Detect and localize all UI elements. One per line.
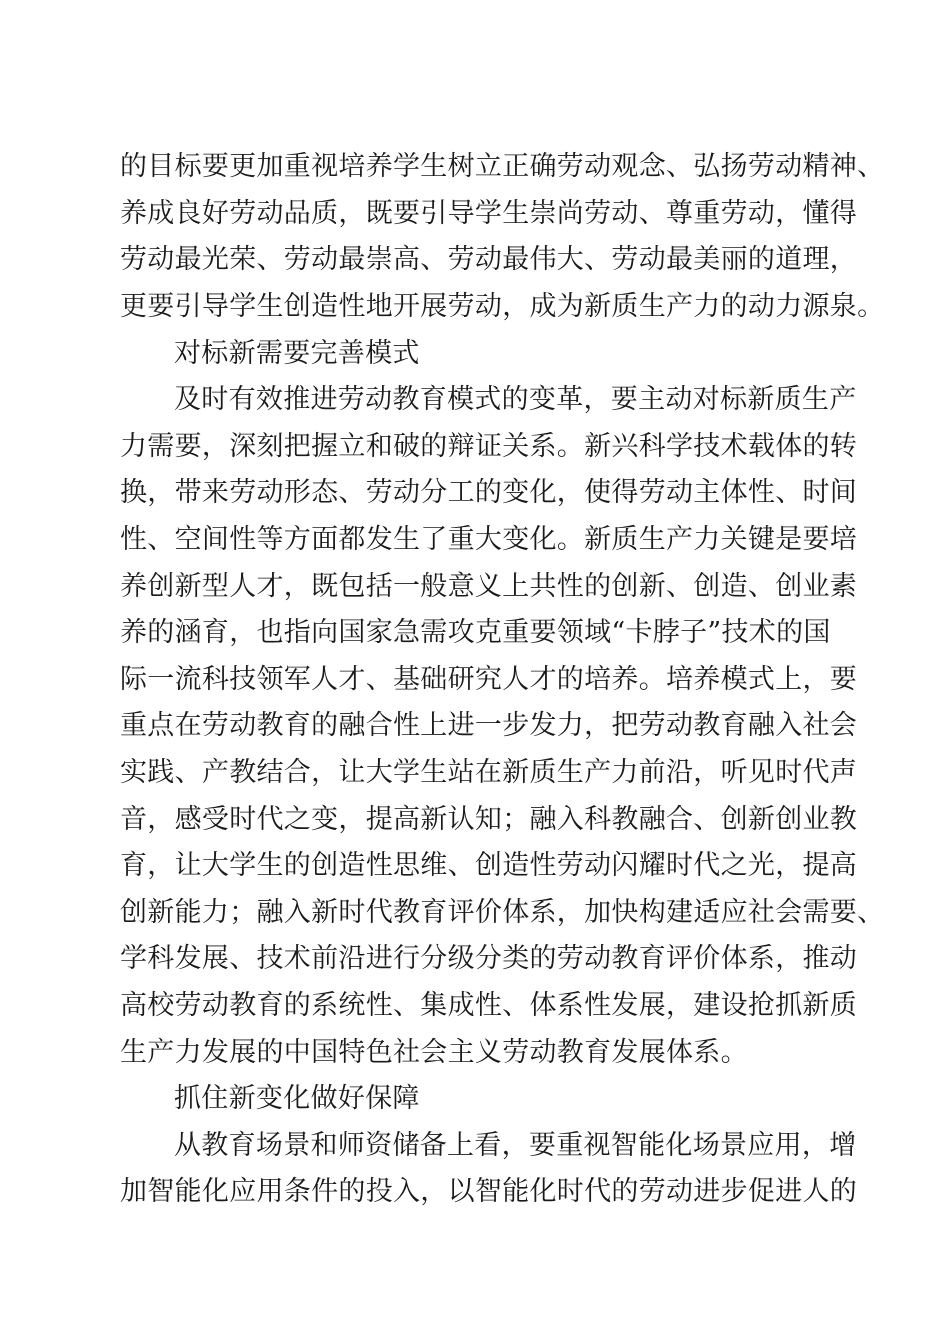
paragraph-line: 及时有效推进劳动教育模式的变革，要主动对标新质生产 — [174, 384, 857, 415]
paragraph-line: 加智能化应用条件的投入，以智能化时代的劳动进步促进人的 — [120, 1176, 858, 1207]
paragraph-line: 换，带来劳动形态、劳动分工的变化，使得劳动主体性、时间 — [120, 477, 858, 508]
paragraph-line: 更要引导学生创造性地开展劳动，成为新质生产力的动力源泉。 — [120, 291, 885, 322]
paragraph-line: 实践、产教结合，让大学生站在新质生产力前沿，听见时代声 — [120, 757, 858, 788]
paragraph-line: 际一流科技领军人才、基础研究人才的培养。培养模式上，要 — [120, 664, 858, 695]
paragraph-line: 的目标要更加重视培养学生树立正确劳动观念、弘扬劳动精神、 — [120, 151, 885, 182]
section-heading: 抓住新变化做好保障 — [174, 1083, 420, 1114]
paragraph-line: 力需要，深刻把握立和破的辩证关系。新兴科学技术载体的转 — [120, 431, 858, 462]
paragraph-line: 高校劳动教育的系统性、集成性、体系性发展，建设抢抓新质 — [120, 990, 858, 1021]
paragraph-line: 创新能力；融入新时代教育评价体系，加快构建适应社会需要、 — [120, 897, 885, 928]
paragraph-line: 学科发展、技术前沿进行分级分类的劳动教育评价体系，推动 — [120, 943, 858, 974]
paragraph-line: 从教育场景和师资储备上看，要重视智能化场景应用，增 — [174, 1130, 857, 1161]
paragraph-line: 养的涵育，也指向国家急需攻克重要领域“卡脖子”技术的国 — [120, 617, 831, 648]
paragraph-line: 养成良好劳动品质，既要引导学生崇尚劳动、尊重劳动，懂得 — [120, 198, 858, 229]
paragraph-line: 养创新型人才，既包括一般意义上共性的创新、创造、创业素 — [120, 571, 858, 602]
paragraph-line: 劳动最光荣、劳动最崇高、劳动最伟大、劳动最美丽的道理， — [120, 244, 858, 275]
section-heading: 对标新需要完善模式 — [174, 338, 420, 369]
paragraph-line: 音，感受时代之变，提高新认知；融入科教融合、创新创业教 — [120, 804, 858, 835]
paragraph-line: 生产力发展的中国特色社会主义劳动教育发展体系。 — [120, 1037, 748, 1068]
paragraph-line: 育，让大学生的创造性思维、创造性劳动闪耀时代之光，提高 — [120, 850, 858, 881]
paragraph-line: 重点在劳动教育的融合性上进一步发力，把劳动教育融入社会 — [120, 710, 858, 741]
paragraph-line: 性、空间性等方面都发生了重大变化。新质生产力关键是要培 — [120, 524, 858, 555]
